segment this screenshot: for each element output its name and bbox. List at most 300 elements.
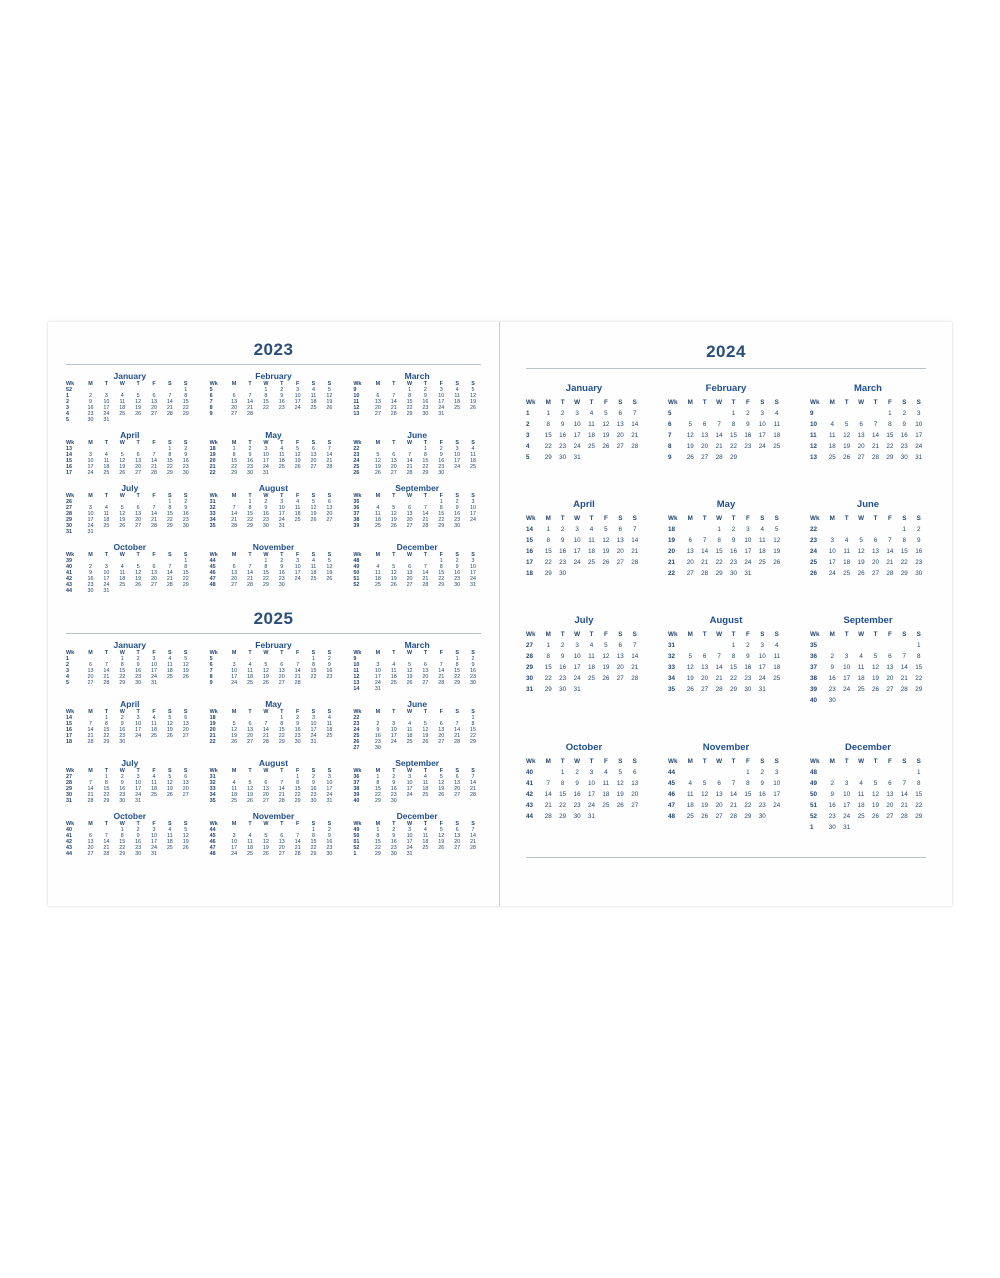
day-cell[interactable]: 5: [873, 779, 878, 787]
day-cell[interactable]: 4: [248, 833, 252, 840]
day-cell[interactable]: 5: [688, 420, 693, 428]
day-cell[interactable]: 6: [618, 641, 623, 649]
day-cell[interactable]: 13: [857, 431, 865, 439]
day-cell[interactable]: 11: [857, 663, 865, 671]
day-cell[interactable]: 25: [587, 674, 595, 682]
day-cell[interactable]: 2: [575, 768, 579, 776]
day-cell[interactable]: 16: [182, 511, 189, 518]
day-cell[interactable]: 25: [278, 464, 285, 471]
day-cell[interactable]: 9: [455, 564, 459, 571]
day-cell[interactable]: 26: [119, 470, 126, 477]
day-cell[interactable]: 9: [917, 536, 921, 544]
day-cell[interactable]: 20: [374, 405, 381, 412]
day-cell[interactable]: 7: [104, 833, 108, 840]
day-cell[interactable]: 11: [390, 668, 397, 675]
day-cell[interactable]: 19: [294, 458, 301, 465]
day-cell[interactable]: 25: [422, 845, 429, 852]
day-cell[interactable]: 19: [119, 464, 126, 471]
day-cell[interactable]: 28: [900, 685, 908, 693]
day-cell[interactable]: 13: [422, 668, 429, 675]
day-cell[interactable]: 9: [264, 505, 268, 512]
day-cell[interactable]: 10: [758, 420, 766, 428]
day-cell[interactable]: 5: [232, 721, 236, 728]
day-cell[interactable]: 17: [573, 431, 581, 439]
day-cell[interactable]: 3: [455, 446, 459, 453]
day-cell[interactable]: 17: [326, 786, 333, 793]
day-cell[interactable]: 12: [135, 570, 142, 577]
day-cell[interactable]: 7: [423, 505, 427, 512]
day-cell[interactable]: 1: [439, 558, 443, 565]
day-cell[interactable]: 20: [182, 727, 189, 734]
day-cell[interactable]: 23: [470, 674, 477, 681]
day-cell[interactable]: 31: [406, 851, 413, 858]
day-cell[interactable]: 21: [87, 792, 94, 799]
day-cell[interactable]: 7: [89, 721, 93, 728]
day-cell[interactable]: 30: [87, 417, 94, 424]
day-cell[interactable]: 25: [294, 517, 301, 524]
day-cell[interactable]: 17: [262, 458, 269, 465]
day-cell[interactable]: 7: [471, 774, 475, 781]
day-cell[interactable]: 28: [422, 582, 429, 589]
day-cell[interactable]: 8: [280, 721, 284, 728]
day-cell[interactable]: 28: [438, 680, 445, 687]
day-cell[interactable]: 20: [631, 790, 639, 798]
day-cell[interactable]: 28: [150, 470, 157, 477]
day-cell[interactable]: 2: [917, 525, 921, 533]
day-cell[interactable]: 14: [900, 663, 908, 671]
day-cell[interactable]: 8: [248, 505, 252, 512]
day-cell[interactable]: 23: [828, 685, 836, 693]
day-cell[interactable]: 28: [886, 569, 894, 577]
day-cell[interactable]: 1: [311, 656, 315, 663]
day-cell[interactable]: 16: [454, 570, 461, 577]
day-cell[interactable]: 4: [104, 505, 108, 512]
day-cell[interactable]: 24: [470, 576, 477, 583]
day-cell[interactable]: 19: [374, 464, 381, 471]
day-cell[interactable]: 30: [828, 823, 836, 831]
day-cell[interactable]: 5: [844, 420, 849, 428]
day-cell[interactable]: 10: [374, 668, 381, 675]
day-cell[interactable]: 18: [686, 801, 694, 809]
day-cell[interactable]: 27: [150, 411, 157, 418]
day-cell[interactable]: 14: [294, 668, 301, 675]
day-cell[interactable]: 6: [688, 536, 693, 544]
day-cell[interactable]: 27: [87, 851, 94, 858]
day-cell[interactable]: 15: [915, 790, 923, 798]
day-cell[interactable]: 2: [136, 827, 140, 834]
day-cell[interactable]: 9: [423, 393, 427, 400]
day-cell[interactable]: 21: [886, 558, 894, 566]
day-cell[interactable]: 5: [296, 446, 300, 453]
day-cell[interactable]: 17: [278, 511, 285, 518]
day-cell[interactable]: 3: [917, 409, 921, 417]
day-cell[interactable]: 20: [326, 511, 333, 518]
day-cell[interactable]: 4: [589, 525, 594, 533]
day-cell[interactable]: 28: [631, 442, 639, 450]
day-cell[interactable]: 25: [310, 405, 317, 412]
day-cell[interactable]: 4: [859, 779, 863, 787]
day-cell[interactable]: 23: [119, 792, 126, 799]
day-cell[interactable]: 2: [560, 409, 565, 417]
day-cell[interactable]: 14: [470, 780, 477, 787]
day-cell[interactable]: 10: [573, 536, 581, 544]
day-cell[interactable]: 7: [168, 564, 172, 571]
day-cell[interactable]: 29: [262, 582, 269, 589]
day-cell[interactable]: 2: [455, 499, 459, 506]
day-cell[interactable]: 4: [376, 564, 380, 571]
day-cell[interactable]: 25: [587, 558, 595, 566]
day-cell[interactable]: 24: [587, 801, 595, 809]
day-cell[interactable]: 14: [470, 833, 477, 840]
day-cell[interactable]: 5: [775, 525, 779, 533]
day-cell[interactable]: 26: [843, 453, 851, 461]
day-cell[interactable]: 30: [470, 680, 477, 687]
day-cell[interactable]: 25: [247, 680, 254, 687]
day-cell[interactable]: 19: [390, 517, 397, 524]
day-cell[interactable]: 13: [374, 399, 381, 406]
day-cell[interactable]: 28: [631, 558, 639, 566]
day-cell[interactable]: 7: [439, 662, 443, 669]
day-cell[interactable]: 24: [406, 845, 413, 852]
day-cell[interactable]: 16: [247, 458, 254, 465]
day-cell[interactable]: 30: [135, 680, 142, 687]
day-cell[interactable]: 2: [560, 641, 565, 649]
day-cell[interactable]: 14: [278, 786, 285, 793]
day-cell[interactable]: 31: [87, 529, 94, 536]
day-cell[interactable]: 11: [151, 721, 157, 728]
day-cell[interactable]: 22: [374, 792, 381, 799]
day-cell[interactable]: 24: [135, 733, 142, 740]
day-cell[interactable]: 21: [631, 663, 639, 671]
day-cell[interactable]: 20: [616, 431, 624, 439]
day-cell[interactable]: 9: [280, 393, 284, 400]
day-cell[interactable]: 1: [423, 446, 427, 453]
day-cell[interactable]: 18: [103, 517, 110, 524]
day-cell[interactable]: 13: [150, 570, 157, 577]
day-cell[interactable]: 8: [546, 536, 551, 544]
day-cell[interactable]: 18: [374, 576, 381, 583]
day-cell[interactable]: 15: [231, 458, 238, 465]
day-cell[interactable]: 9: [439, 452, 443, 459]
day-cell[interactable]: 2: [120, 774, 124, 781]
day-cell[interactable]: 14: [438, 668, 445, 675]
day-cell[interactable]: 26: [294, 464, 301, 471]
day-cell[interactable]: 26: [406, 680, 413, 687]
day-cell[interactable]: 12: [843, 431, 851, 439]
day-cell[interactable]: 24: [135, 792, 142, 799]
day-cell[interactable]: 13: [262, 786, 269, 793]
day-cell[interactable]: 13: [406, 511, 413, 518]
day-cell[interactable]: 28: [422, 523, 429, 530]
day-cell[interactable]: 31: [103, 417, 110, 424]
day-cell[interactable]: 16: [454, 511, 461, 518]
day-cell[interactable]: 5: [184, 827, 188, 834]
day-cell[interactable]: 5: [604, 641, 608, 649]
day-cell[interactable]: 20: [247, 733, 254, 740]
day-cell[interactable]: 21: [900, 674, 908, 682]
day-cell[interactable]: 29: [294, 798, 301, 805]
day-cell[interactable]: 9: [136, 833, 140, 840]
day-cell[interactable]: 17: [103, 576, 110, 583]
day-cell[interactable]: 14: [631, 536, 639, 544]
day-cell[interactable]: 12: [247, 786, 254, 793]
day-cell[interactable]: 15: [406, 399, 413, 406]
day-cell[interactable]: 27: [87, 680, 94, 687]
day-cell[interactable]: 22: [247, 517, 254, 524]
day-cell[interactable]: 27: [135, 470, 142, 477]
day-cell[interactable]: 18: [150, 727, 157, 734]
day-cell[interactable]: 17: [231, 674, 238, 681]
day-cell[interactable]: 6: [152, 393, 156, 400]
day-cell[interactable]: 18: [374, 517, 381, 524]
day-cell[interactable]: 1: [376, 774, 380, 781]
day-cell[interactable]: 6: [152, 564, 156, 571]
day-cell[interactable]: 8: [104, 780, 108, 787]
day-cell[interactable]: 2: [392, 827, 396, 834]
day-cell[interactable]: 23: [247, 464, 254, 471]
day-cell[interactable]: 26: [857, 569, 865, 577]
day-cell[interactable]: 1: [184, 558, 188, 565]
day-cell[interactable]: 12: [616, 779, 624, 787]
day-cell[interactable]: 28: [326, 464, 333, 471]
day-cell[interactable]: 10: [744, 536, 752, 544]
day-cell[interactable]: 21: [729, 801, 737, 809]
day-cell[interactable]: 20: [422, 674, 429, 681]
day-cell[interactable]: 16: [422, 399, 429, 406]
day-cell[interactable]: 28: [231, 523, 238, 530]
day-cell[interactable]: 6: [888, 652, 892, 660]
day-cell[interactable]: 10: [438, 393, 445, 400]
day-cell[interactable]: 15: [438, 570, 445, 577]
day-cell[interactable]: 28: [87, 798, 94, 805]
day-cell[interactable]: 13: [616, 536, 624, 544]
day-cell[interactable]: 31: [262, 470, 269, 477]
day-cell[interactable]: 24: [470, 517, 477, 524]
day-cell[interactable]: 3: [89, 452, 93, 459]
day-cell[interactable]: 25: [857, 685, 865, 693]
day-cell[interactable]: 9: [560, 420, 565, 428]
day-cell[interactable]: 20: [686, 558, 694, 566]
day-cell[interactable]: 25: [454, 405, 461, 412]
day-cell[interactable]: 1: [731, 641, 736, 649]
day-cell[interactable]: 5: [618, 768, 623, 776]
day-cell[interactable]: 10: [326, 780, 333, 787]
day-cell[interactable]: 17: [744, 547, 752, 555]
day-cell[interactable]: 23: [559, 442, 567, 450]
day-cell[interactable]: 11: [310, 393, 317, 400]
day-cell[interactable]: 19: [262, 674, 269, 681]
day-cell[interactable]: 16: [573, 790, 581, 798]
day-cell[interactable]: 23: [87, 411, 94, 418]
day-cell[interactable]: 1: [917, 768, 921, 776]
day-cell[interactable]: 26: [616, 801, 624, 809]
day-cell[interactable]: 26: [390, 582, 397, 589]
day-cell[interactable]: 15: [374, 786, 381, 793]
day-cell[interactable]: 17: [758, 431, 766, 439]
day-cell[interactable]: 29: [729, 685, 737, 693]
day-cell[interactable]: 3: [136, 715, 140, 722]
day-cell[interactable]: 15: [886, 431, 894, 439]
day-cell[interactable]: 15: [182, 570, 189, 577]
day-cell[interactable]: 28: [150, 523, 157, 530]
day-cell[interactable]: 28: [900, 812, 908, 820]
day-cell[interactable]: 8: [104, 721, 108, 728]
day-cell[interactable]: 8: [264, 564, 268, 571]
day-cell[interactable]: 4: [589, 641, 594, 649]
day-cell[interactable]: 6: [392, 452, 396, 459]
day-cell[interactable]: 27: [616, 442, 624, 450]
day-cell[interactable]: 30: [454, 582, 461, 589]
day-cell[interactable]: 9: [746, 420, 750, 428]
day-cell[interactable]: 9: [560, 536, 565, 544]
day-cell[interactable]: 6: [873, 536, 878, 544]
day-cell[interactable]: 15: [559, 790, 567, 798]
day-cell[interactable]: 26: [438, 845, 445, 852]
day-cell[interactable]: 31: [573, 453, 581, 461]
day-cell[interactable]: 30: [247, 470, 254, 477]
day-cell[interactable]: 22: [103, 792, 110, 799]
day-cell[interactable]: 25: [150, 792, 157, 799]
day-cell[interactable]: 9: [89, 399, 93, 406]
day-cell[interactable]: 4: [311, 387, 315, 394]
day-cell[interactable]: 1: [264, 558, 268, 565]
day-cell[interactable]: 18: [422, 786, 429, 793]
day-cell[interactable]: 31: [438, 411, 445, 418]
day-cell[interactable]: 28: [470, 792, 477, 799]
day-cell[interactable]: 25: [374, 582, 381, 589]
day-cell[interactable]: 13: [231, 399, 238, 406]
day-cell[interactable]: 31: [587, 812, 595, 820]
day-cell[interactable]: 22: [166, 517, 173, 524]
day-cell[interactable]: 5: [136, 393, 140, 400]
day-cell[interactable]: 20: [278, 845, 285, 852]
day-cell[interactable]: 9: [760, 779, 765, 787]
day-cell[interactable]: 10: [294, 393, 301, 400]
day-cell[interactable]: 30: [559, 685, 567, 693]
day-cell[interactable]: 27: [135, 523, 142, 530]
day-cell[interactable]: 27: [182, 733, 189, 740]
day-cell[interactable]: 23: [454, 576, 461, 583]
day-cell[interactable]: 19: [843, 442, 851, 450]
day-cell[interactable]: 21: [631, 431, 639, 439]
day-cell[interactable]: 8: [560, 779, 565, 787]
day-cell[interactable]: 8: [546, 652, 551, 660]
day-cell[interactable]: 27: [422, 680, 429, 687]
day-cell[interactable]: 7: [104, 662, 108, 669]
day-cell[interactable]: 10: [406, 833, 413, 840]
day-cell[interactable]: 24: [374, 680, 381, 687]
day-cell[interactable]: 18: [422, 839, 429, 846]
day-cell[interactable]: 19: [701, 801, 709, 809]
day-cell[interactable]: 11: [326, 721, 333, 728]
day-cell[interactable]: 8: [184, 564, 188, 571]
day-cell[interactable]: 3: [152, 827, 156, 834]
day-cell[interactable]: 30: [278, 582, 285, 589]
day-cell[interactable]: 4: [152, 774, 156, 781]
day-cell[interactable]: 20: [857, 442, 865, 450]
day-cell[interactable]: 22: [438, 517, 445, 524]
day-cell[interactable]: 19: [182, 839, 189, 846]
day-cell[interactable]: 13: [701, 431, 709, 439]
day-cell[interactable]: 2: [746, 641, 750, 649]
day-cell[interactable]: 5: [120, 505, 124, 512]
day-cell[interactable]: 2: [455, 558, 459, 565]
day-cell[interactable]: 10: [843, 790, 851, 798]
day-cell[interactable]: 18: [390, 674, 397, 681]
day-cell[interactable]: 1: [104, 715, 108, 722]
day-cell[interactable]: 4: [311, 558, 315, 565]
day-cell[interactable]: 10: [135, 780, 142, 787]
day-cell[interactable]: 20: [454, 786, 461, 793]
day-cell[interactable]: 20: [150, 405, 157, 412]
day-cell[interactable]: 18: [166, 839, 173, 846]
day-cell[interactable]: 4: [830, 420, 835, 428]
day-cell[interactable]: 12: [438, 780, 445, 787]
day-cell[interactable]: 23: [758, 801, 766, 809]
day-cell[interactable]: 23: [87, 582, 94, 589]
day-cell[interactable]: 24: [758, 442, 766, 450]
day-cell[interactable]: 30: [310, 798, 317, 805]
day-cell[interactable]: 18: [454, 399, 461, 406]
day-cell[interactable]: 6: [618, 409, 623, 417]
day-cell[interactable]: 29: [454, 680, 461, 687]
day-cell[interactable]: 22: [559, 801, 567, 809]
day-cell[interactable]: 29: [278, 739, 285, 746]
day-cell[interactable]: 15: [294, 786, 301, 793]
day-cell[interactable]: 5: [248, 780, 252, 787]
day-cell[interactable]: 7: [902, 779, 907, 787]
day-cell[interactable]: 15: [247, 511, 254, 518]
day-cell[interactable]: 18: [247, 674, 254, 681]
day-cell[interactable]: 22: [103, 733, 110, 740]
day-cell[interactable]: 27: [326, 517, 333, 524]
day-cell[interactable]: 25: [406, 739, 413, 746]
day-cell[interactable]: 18: [602, 790, 610, 798]
day-cell[interactable]: 11: [588, 420, 595, 428]
day-cell[interactable]: 12: [470, 393, 477, 400]
day-cell[interactable]: 4: [232, 780, 236, 787]
day-cell[interactable]: 22: [310, 674, 317, 681]
day-cell[interactable]: 9: [184, 452, 188, 459]
day-cell[interactable]: 18: [843, 558, 851, 566]
day-cell[interactable]: 7: [280, 780, 284, 787]
day-cell[interactable]: 8: [296, 780, 300, 787]
day-cell[interactable]: 11: [247, 668, 253, 675]
day-cell[interactable]: 27: [150, 582, 157, 589]
day-cell[interactable]: 22: [729, 674, 737, 682]
day-cell[interactable]: 5: [873, 652, 878, 660]
day-cell[interactable]: 27: [715, 812, 723, 820]
day-cell[interactable]: 29: [886, 453, 894, 461]
day-cell[interactable]: 1: [120, 827, 124, 834]
day-cell[interactable]: 14: [103, 839, 110, 846]
day-cell[interactable]: 23: [278, 405, 285, 412]
day-cell[interactable]: 14: [231, 511, 238, 518]
day-cell[interactable]: 21: [247, 576, 254, 583]
day-cell[interactable]: 12: [166, 780, 173, 787]
day-cell[interactable]: 12: [326, 393, 333, 400]
day-cell[interactable]: 17: [758, 663, 766, 671]
day-cell[interactable]: 21: [715, 674, 723, 682]
day-cell[interactable]: 8: [168, 452, 172, 459]
day-cell[interactable]: 24: [326, 792, 333, 799]
day-cell[interactable]: 23: [573, 801, 581, 809]
day-cell[interactable]: 27: [310, 464, 317, 471]
day-cell[interactable]: 17: [294, 399, 301, 406]
day-cell[interactable]: 22: [406, 405, 413, 412]
day-cell[interactable]: 28: [87, 739, 94, 746]
day-cell[interactable]: 16: [900, 431, 908, 439]
